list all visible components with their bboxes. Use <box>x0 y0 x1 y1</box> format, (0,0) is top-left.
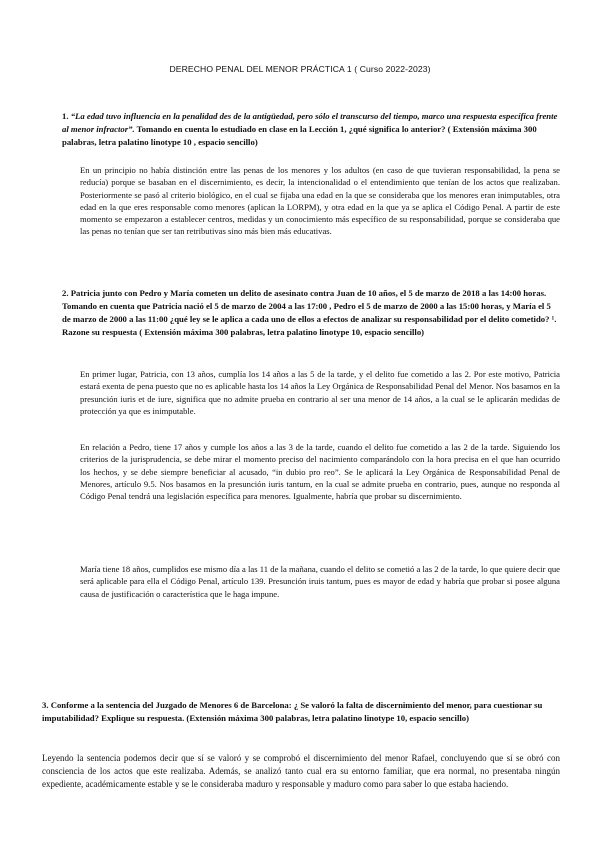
answer-2-pedro: En relación a Pedro, tiene 17 años y cumple los años a las 3 de la tarde, cuando el delito fue cometido a las 2 de la tarde. Siguiendo los criterios de la jurisprudencia, se debe mirar el momento preciso del nacimiento comparándolo con la hora precisa en el que han ocurrido los hechos, y se debe siempre beneficiar al acusado, “in dubio pro reo”. Se le aplicará la Ley Orgánica de Responsabilidad Penal de Menores, artículo 9.5. Nos basamos en la presunción iuris tantum, en la cual se admite prueba en contrario, pues, aunque no responda al Código Penal tendrá una legislación específica para menores. Igualmente, habría que probar su discernimiento. <box>80 442 560 502</box>
answer-2-maria: María tiene 18 años, cumplidos ese mismo día a las 11 de la mañana, cuando el delito se cometió a las 2 de la tarde, lo que quiere decir que será aplicable para ella el Código Penal, artículo 139. Presunción iruis tantum, pues es mayor de edad y habría que probar si posee alguna causa de justificación o característica que le haga impune. <box>80 564 560 599</box>
question-2-number: 2. <box>62 288 69 298</box>
question-3-prompt: Conforme a la sentencia del Juzgado de Menores 6 de Barcelona: ¿ Se valoró la falta de discernimiento del menor, para cuestionar su imputabilidad? Explique su respuesta. (Extensión máxima 300 palabras, letra palatino linotype 10, espacio sencillo) <box>42 700 543 723</box>
document-title: DERECHO PENAL DEL MENOR PRÁCTICA 1 ( Curso 2022-2023) <box>169 64 431 74</box>
answer-3: Leyendo la sentencia podemos decir que sí se valoró y se comprobó el discernimiento del menor Rafael, concluyendo que sí se obró con consciencia de los actos que este realizaba. Además, se analizó tanto cual era su entorno familiar, que era normal, no presentaba ningún expediente, académicamente estable y se le consideraba maduro y responsable y maduro como para saber lo que estaba haciendo. <box>42 753 560 790</box>
question-1-prompt: Tomando en cuenta lo estudiado en clase en la Lección 1, ¿qué significa lo anterior? ( Extensión máxima 300 palabras, letra palatino linotype 10 , espacio sencillo) <box>62 124 537 147</box>
question-2 <box>62 287 560 339</box>
answer-2-patricia: En primer lugar, Patricia, con 13 años, cumplía los 14 años a las 5 de la tarde, y el delito fue cometido a las 2. Por este motivo, Patricia estará exenta de pena puesto que no es aplicable hasta los 14 años la Ley Orgánica de Responsabilidad Penal del Menor. Nos basamos en la presunción iuris et de iure, significa que no admite prueba en contrario al ser una menor de 14 años, a la cual se le aplicarán medidas de protección ya que es inimputable. <box>80 369 560 416</box>
question-1 <box>62 110 560 149</box>
question-2-prompt: Patricia junto con Pedro y María cometen un delito de asesinato contra Juan de 10 años, el 5 de marzo de 2018 a las 14:00 horas. Tomando en cuenta que Patricia nació el 5 de marzo de 2004 a las 17:00 , Pedro el 5 de marzo de 2000 a las 15:00 horas, y María el 5 de marzo de 2000 a las 11:00 ¿qué ley se le aplica a cada uno de ellos a efectos de analizar su responsabilidad por el delito cometido? ¹. Razone su respuesta ( Extensión máxima 300 palabras, letra palatino linotype 10, espacio sencillo) <box>62 288 557 337</box>
question-1-number: 1. <box>62 111 69 121</box>
question-1-quote: “La edad tuvo influencia en la penalidad des de la antigüedad, pero sólo el transcurso del tiempo, marco una respuesta específica frente al menor infractor”. <box>62 111 558 134</box>
question-3-number: 3. <box>42 700 49 710</box>
question-3 <box>42 699 560 725</box>
answer-1: En un principio no había distinción entre las penas de los menores y los adultos (en caso de que tuvieran responsabilidad, la pena se reducía) porque se basaban en el discernimiento, es decir, la intencionalidad o el entendimiento que tenían de los actos que realizaban. Posteriormente se pasó al criterio biológico, en el cual se fijaba una edad en la que se consideraba que los menores eran inimputables, otra edad en la que eres responsable como menores (aplican la LORPM), y otra edad en la que ya se aplica el Código Penal. A partir de este momento se empezaron a establecer centros, medidas y un conocimiento más específico de su responsabilidad, porque se consideraba que las penas no tenían que ser tan retributivas sino más bien más educativas. <box>80 165 560 237</box>
